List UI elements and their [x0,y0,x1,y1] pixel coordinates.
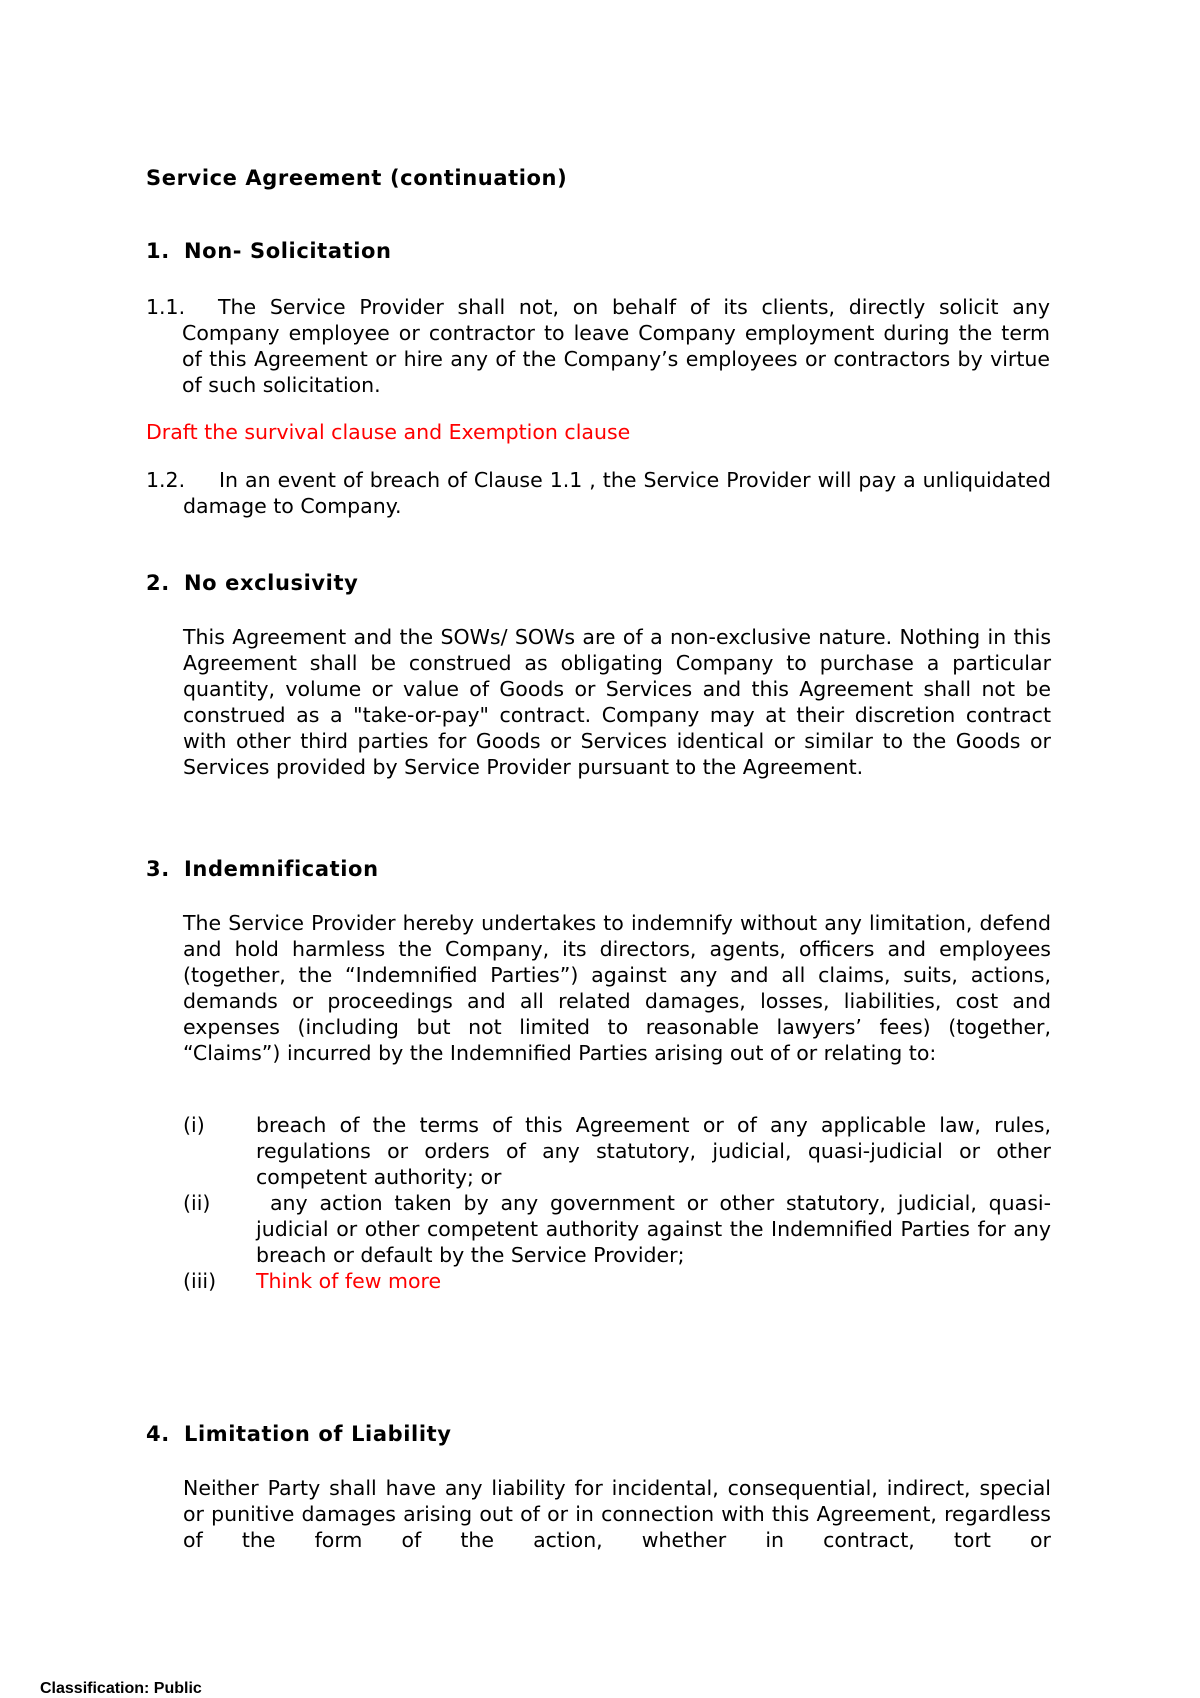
section-number: 3. [146,857,170,881]
list-item-text-note: Think of few more [256,1269,442,1293]
list-item-label: (ii) [183,1191,211,1215]
section-body: Neither Party shall have any liability for incidental, consequential, indirect, special or punitive damages arising out of or in connection with this Agreement, regardless of the form of the action, whether in contract, tort or [183,1476,1051,1552]
section-heading-non-solicitation [146,239,392,263]
section-number: 2. [146,571,170,595]
classification-footer: Classification: Public [40,1680,202,1697]
section-body: The Service Provider hereby undertakes to indemnify without any limitation, defend and hold harmless the Company, its directors, agents, officers and employees (together, the “Indemnified Parties”) against any and all claims, suits, actions, demands or proceedings and all related damages, losses, liabilities, cost and expenses (including but not limited to reasonable lawyers’ fees) (together, “Claims”) incurred by the Indemnified Parties arising out of or relating to: [183,911,1051,1065]
section-heading-text: No exclusivity [184,571,359,595]
section-heading-text: Indemnification [184,857,379,881]
document-title: Service Agreement (continuation) [146,166,568,190]
list-item-text: breach of the terms of this Agreement or of any applicable law, rules, regulations or orders of any statutory, judicial, quasi-judicial or other competent authority; or [256,1113,1051,1189]
section-heading-no-exclusivity [146,571,358,595]
list-item-label: (iii) [183,1269,217,1293]
section-heading-text: Limitation of Liability [184,1422,452,1446]
section-heading-limitation-of-liability [146,1422,452,1446]
clause-text [182,294,1050,398]
section-heading-text: Non- Solicitation [184,239,392,263]
list-item-text: any action taken by any government or other statutory, judicial, quasi-judicial or other competent authority against the Indemnified Parties for any breach or default by the Service Provider; [256,1191,1051,1267]
clause-1-2-text: In an event of breach of Clause 1.1 , the Service Provider will pay a unliquidated damage to Company. [183,468,1051,518]
drafting-note: Draft the survival clause and Exemption clause [146,420,631,444]
clause-1-1-text: The Service Provider shall not, on behalf of its clients, directly solicit any Company employee or contractor to leave Company employment during the term of this Agreement or hire any of the Company’s employees or contractors by virtue of such solicitation. [182,295,1050,397]
section-heading-indemnification [146,857,379,881]
section-number: 4. [146,1422,170,1446]
clause-number: 1.1. [146,295,186,319]
list-item-label: (i) [183,1113,205,1137]
clause-number: 1.2. [146,468,186,492]
section-body: This Agreement and the SOWs/ SOWs are of a non-exclusive nature. Nothing in this Agreement shall be construed as obligating Company to purchase a particular quantity, volume or value of Goods or Services and this Agreement shall not be construed as a "take-or-pay" contract. Company may at their discretion contract with other third parties for Goods or Services identical or similar to the Goods or Services provided by Service Provider pursuant to the Agreement. [183,625,1051,779]
section-number: 1. [146,239,170,263]
